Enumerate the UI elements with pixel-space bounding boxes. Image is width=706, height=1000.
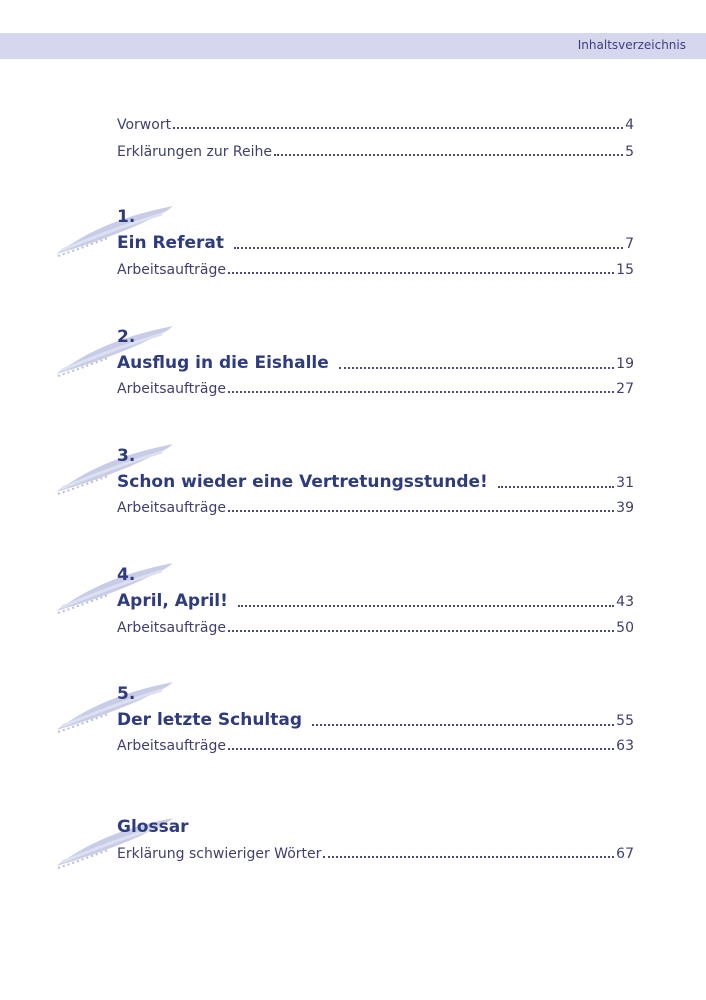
chapter-title-entry[interactable]: [117, 233, 634, 253]
toc-label: Erklärungen zur Reihe: [117, 144, 273, 160]
dot-leader: [323, 855, 614, 858]
dot-leader: [498, 485, 614, 488]
dot-leader: [228, 509, 614, 512]
header-band: [0, 33, 706, 59]
toc-entry-arbeitsauftraege[interactable]: [117, 738, 634, 754]
chapter-title: Der letzte Schultag: [117, 710, 303, 730]
dot-leader: [234, 246, 623, 249]
toc-entry-arbeitsauftraege[interactable]: [117, 620, 634, 636]
dot-leader: [238, 604, 614, 607]
toc-entry-glossar[interactable]: [117, 846, 634, 862]
toc-label: Arbeitsaufträge: [117, 381, 226, 397]
toc-page-number: 43: [616, 594, 634, 610]
toc-page-number: 7: [625, 236, 634, 252]
chapter-title-entry[interactable]: [117, 472, 634, 492]
header-title: Inhaltsverzeichnis: [577, 38, 686, 52]
chapter-title-entry[interactable]: [117, 591, 634, 611]
dot-leader: [228, 747, 614, 750]
dot-leader: [274, 153, 623, 156]
dot-leader: [173, 126, 623, 129]
chapter-title: Schon wieder eine Vertretungsstunde!: [117, 472, 488, 492]
toc-page-number: 67: [616, 846, 634, 862]
glossary-title[interactable]: Glossar: [117, 817, 189, 837]
toc-page-number: 19: [616, 356, 634, 372]
toc-page-number: 4: [625, 117, 634, 133]
chapter-number: 2.: [117, 327, 136, 347]
chapter-title: April, April!: [117, 591, 228, 611]
toc-page-number: 63: [616, 738, 634, 754]
chapter-number: 4.: [117, 565, 136, 585]
toc-label: Arbeitsaufträge: [117, 500, 226, 516]
toc-label: Erklärung schwieriger Wörter: [117, 846, 322, 862]
toc-page-number: 39: [616, 500, 634, 516]
chapter-title-entry[interactable]: [117, 353, 634, 373]
toc-page-number: 15: [616, 262, 634, 278]
toc-page-number: 55: [616, 713, 634, 729]
chapter-number: 1.: [117, 207, 136, 227]
toc-page-number: 27: [616, 381, 634, 397]
dot-leader: [339, 366, 614, 369]
chapter-title-entry[interactable]: [117, 710, 634, 730]
toc-entry-arbeitsauftraege[interactable]: [117, 262, 634, 278]
chapter-number: 3.: [117, 446, 136, 466]
toc-entry-erklaerungen[interactable]: [117, 144, 634, 160]
chapter-title: Ausflug in die Eishalle: [117, 353, 329, 373]
chapter-title: Ein Referat: [117, 233, 224, 253]
toc-entry-arbeitsauftraege[interactable]: [117, 381, 634, 397]
toc-label: Arbeitsaufträge: [117, 620, 226, 636]
toc-page-number: 50: [616, 620, 634, 636]
toc-label: Vorwort: [117, 117, 172, 133]
toc-label: Arbeitsaufträge: [117, 262, 226, 278]
dot-leader: [312, 723, 614, 726]
toc-entry-arbeitsauftraege[interactable]: [117, 500, 634, 516]
dot-leader: [228, 271, 614, 274]
dot-leader: [228, 390, 614, 393]
toc-label: Arbeitsaufträge: [117, 738, 226, 754]
dot-leader: [228, 629, 614, 632]
toc-page-number: 31: [616, 475, 634, 491]
toc-entry-vorwort[interactable]: [117, 117, 634, 133]
toc-page-number: 5: [625, 144, 634, 160]
chapter-number: 5.: [117, 684, 136, 704]
